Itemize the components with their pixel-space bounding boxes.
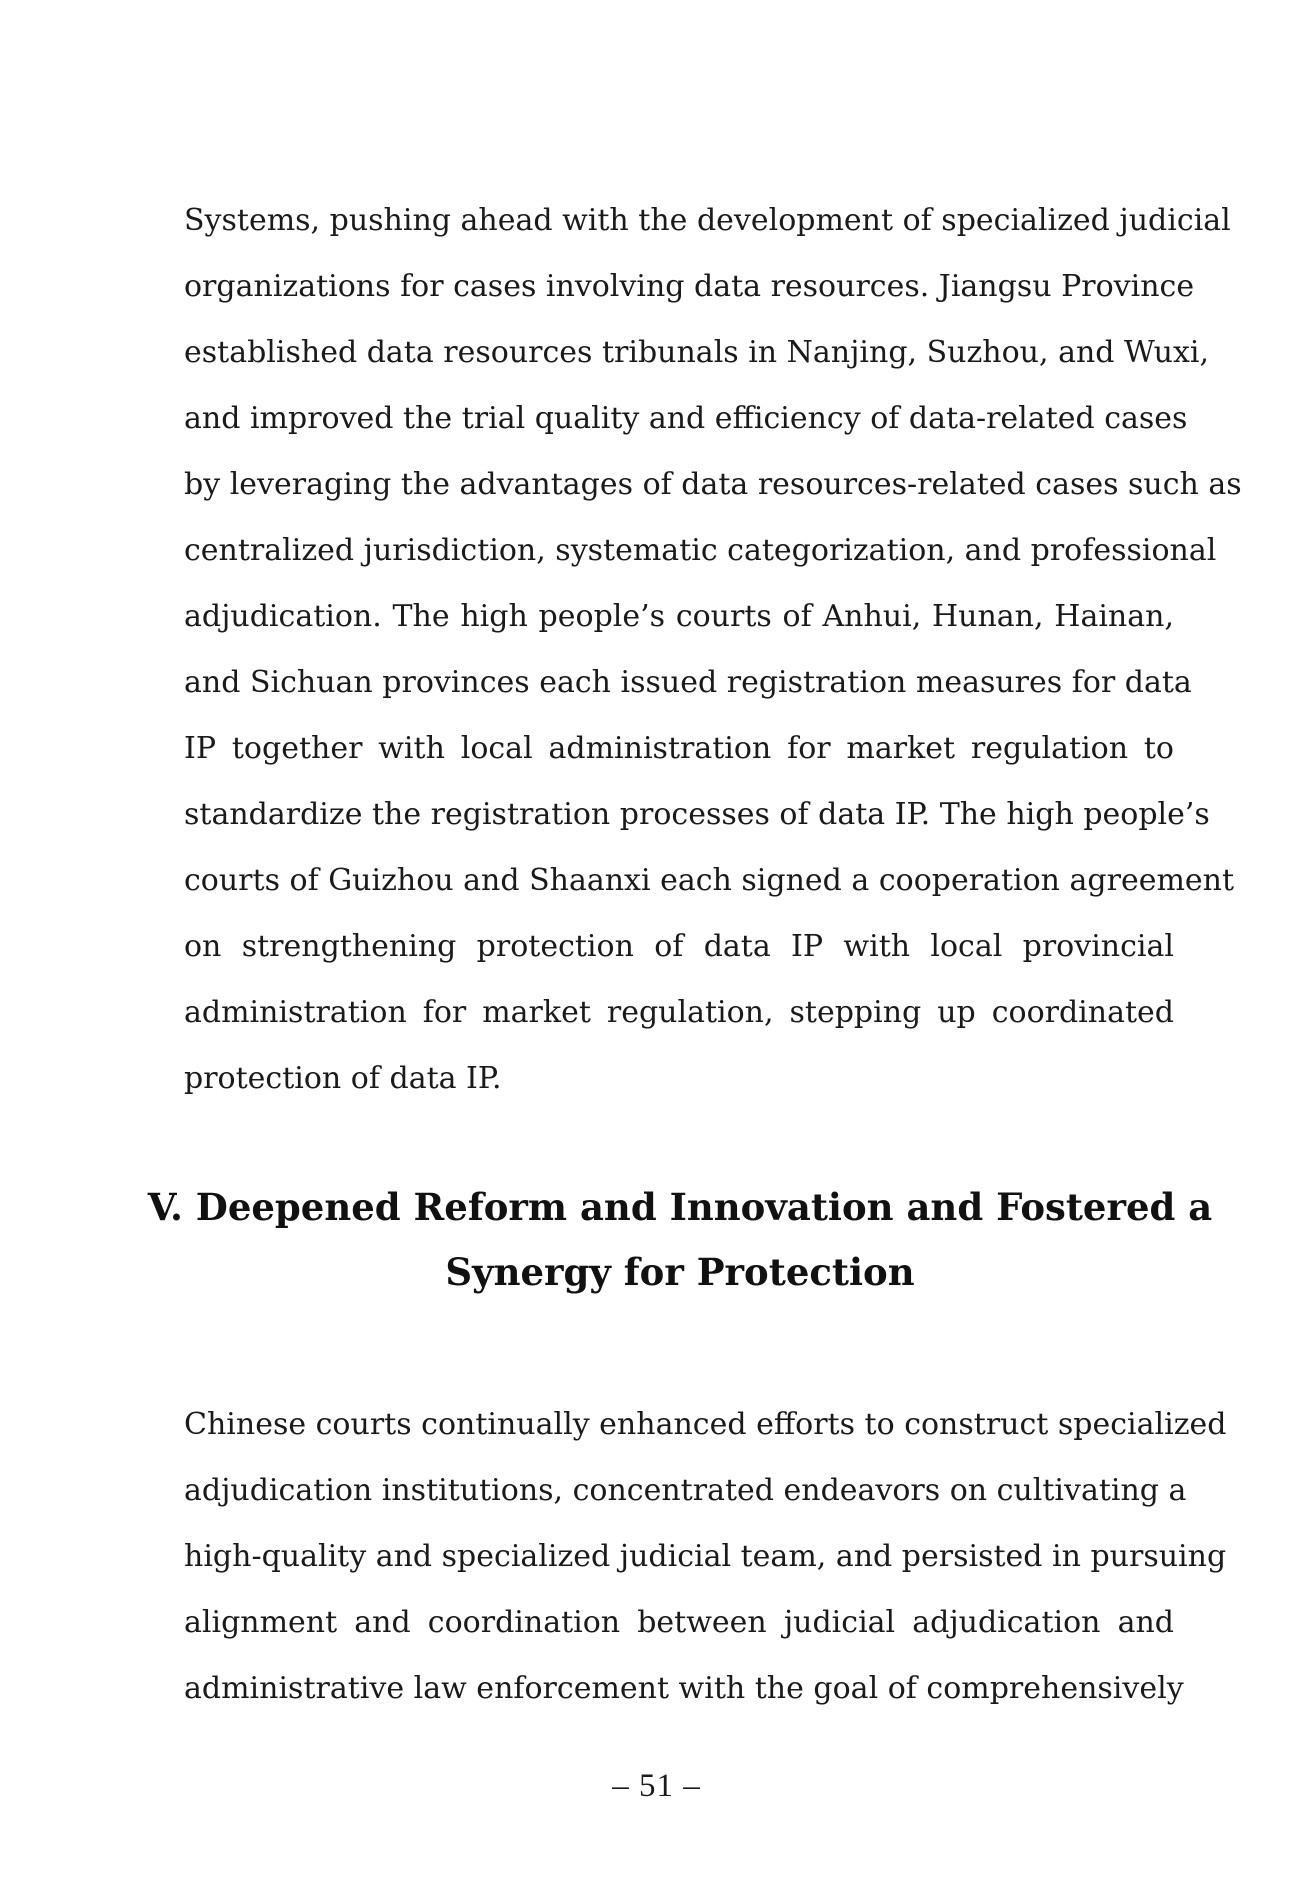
text-line: protection of data IP.	[184, 1061, 502, 1096]
text-line: Chinese courts continually enhanced efforts to construct specialized	[184, 1407, 1227, 1442]
section-heading-line-2: Synergy for Protection	[445, 1250, 915, 1294]
text-line: administrative law enforcement with the goal of comprehensively	[184, 1671, 1184, 1706]
text-line: adjudication. The high people’s courts of Anhui, Hunan, Hainan,	[184, 599, 1174, 634]
text-line: on strengthening protection of data IP with local provincial	[184, 929, 1174, 964]
text-line: high-quality and specialized judicial team, and persisted in pursuing	[184, 1539, 1227, 1574]
text-line: Systems, pushing ahead with the development of specialized judicial	[184, 203, 1231, 238]
text-line: standardize the registration processes of data IP. The high people’s	[184, 797, 1210, 832]
text-line: and improved the trial quality and efficiency of data-related cases	[184, 401, 1188, 436]
text-line: organizations for cases involving data resources. Jiangsu Province	[184, 269, 1195, 304]
text-line: centralized jurisdiction, systematic categorization, and professional	[184, 533, 1217, 568]
section-heading	[120, 1175, 1240, 1305]
text-line: IP together with local administration for market regulation to	[184, 731, 1174, 766]
text-line: and Sichuan provinces each issued registration measures for data	[184, 665, 1192, 700]
page-number: – 51 –	[612, 1768, 701, 1804]
text-line: courts of Guizhou and Shaanxi each signed a cooperation agreement	[184, 863, 1235, 898]
text-line: administration for market regulation, stepping up coordinated	[184, 995, 1174, 1030]
text-line: established data resources tribunals in Nanjing, Suzhou, and Wuxi,	[184, 335, 1210, 370]
paragraph-reform-innovation	[184, 1392, 1227, 1722]
text-line: adjudication institutions, concentrated endeavors on cultivating a	[184, 1473, 1187, 1508]
section-heading-line-1: V. Deepened Reform and Innovation and Fostered a	[147, 1185, 1213, 1229]
paragraph-data-ip-protection	[184, 188, 1242, 1112]
text-line: by leveraging the advantages of data resources-related cases such as	[184, 467, 1242, 502]
text-line: alignment and coordination between judicial adjudication and	[184, 1605, 1174, 1640]
